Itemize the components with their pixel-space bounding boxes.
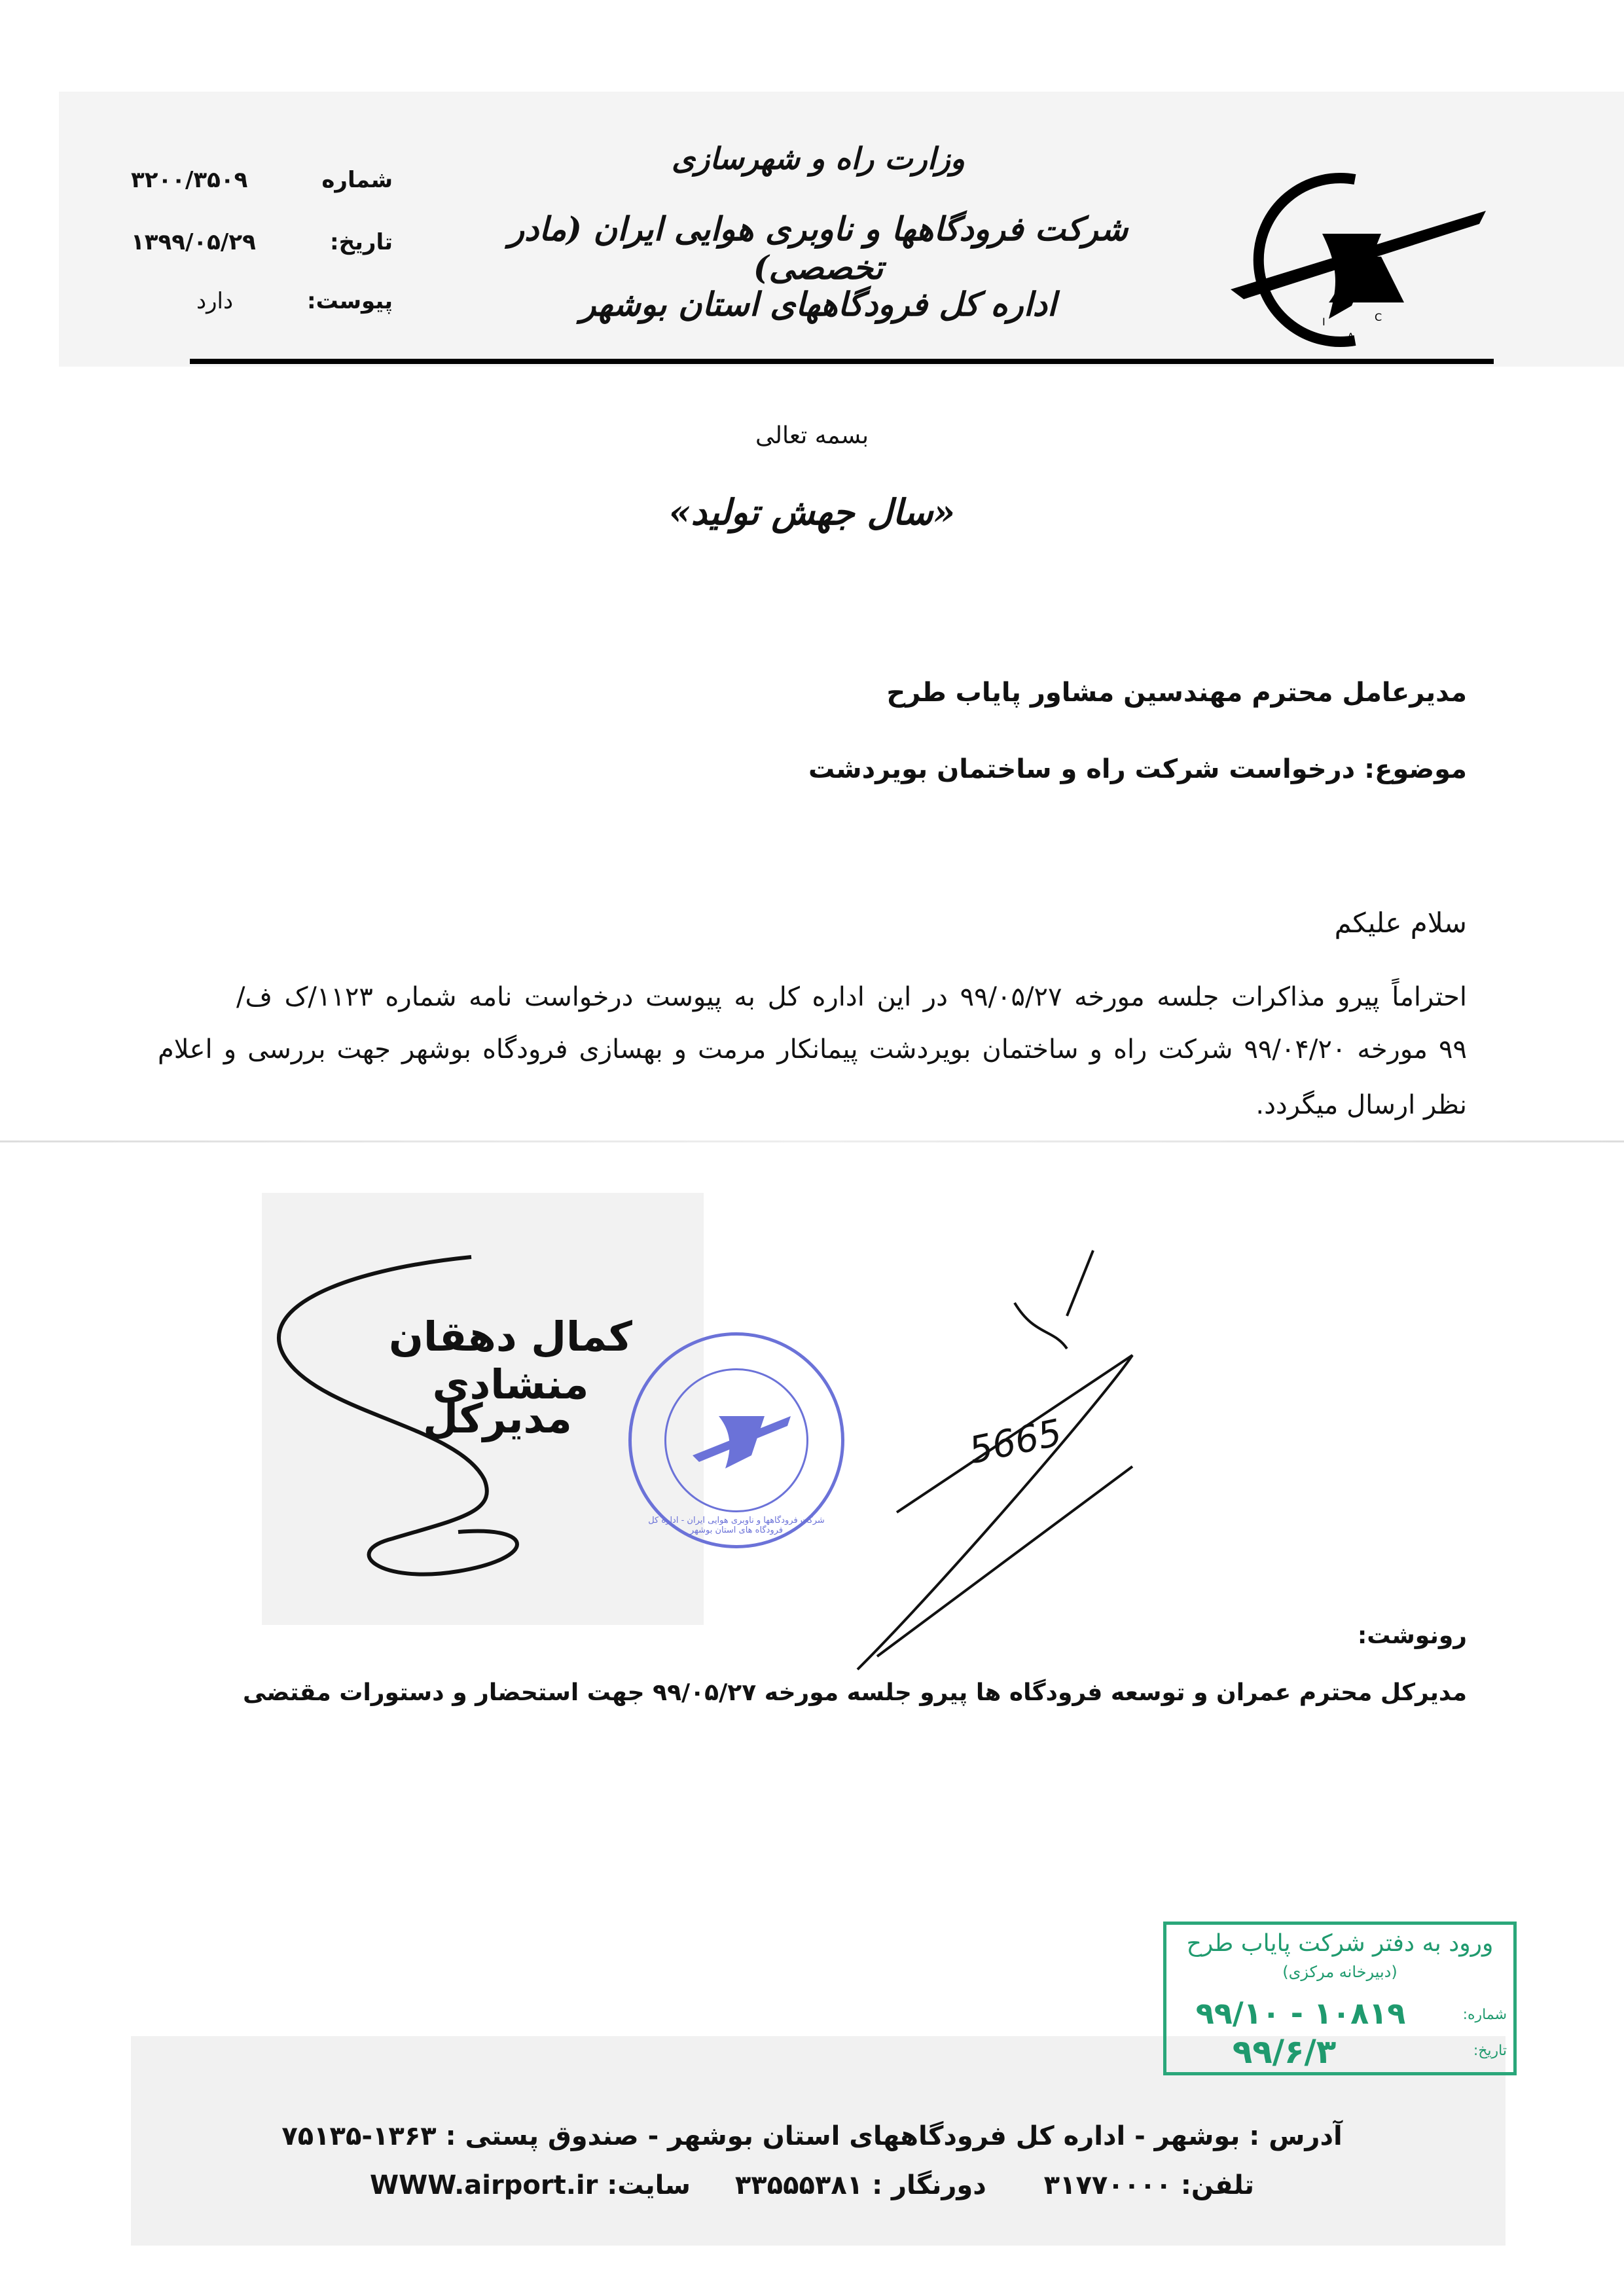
footer-phone: تلفن: ۳۱۷۷۰۰۰۰ <box>1043 2170 1254 2200</box>
footer-website[interactable]: سایت: WWW.airport.ir <box>370 2170 691 2200</box>
office-title: اداره کل فرودگاههای استان بوشهر <box>580 285 1056 323</box>
official-seal <box>628 1332 844 1548</box>
receipt-stamp-title: ورود به دفتر شرکت پایاب طرح <box>1186 1930 1494 1957</box>
footer-address: آدرس : بوشهر - اداره کل فرودگاههای استان بوشهر - صندوق پستی : ۱۳۶۳-۷۵۱۳۵ <box>281 2121 1343 2151</box>
date-label: تاریخ: <box>330 229 393 255</box>
body-line: احتراماً پیرو مذاکرات جلسه مورخه ۹۹/۰۵/۲۷ در این اداره کل به پیوست درخواست نامه شماره ۱۱۲۳/ک ف/ <box>236 982 1468 1012</box>
body-line: ۹۹ مورخه ۹۹/۰۴/۲۰ شرکت راه و ساختمان بویردشت پیمانکار مرمت و بهسازی فرودگاه بوشهر جهت بررسی و اعلام <box>158 1034 1467 1065</box>
paper-fold-line <box>0 1140 1624 1142</box>
logo-letter: A <box>1347 331 1354 343</box>
handwritten-note: 5665 <box>965 1411 1066 1473</box>
ministry-title: وزارت راه و شهرسازی <box>672 141 965 176</box>
receipt-date-value: ۹۹/۶/۳ <box>1232 2033 1337 2071</box>
slogan: «سال جهش تولید» <box>668 491 956 533</box>
company-title: شرکت فرودگاهها و ناوبری هوایی ایران (مادر تخصصی) <box>508 210 1128 287</box>
subject: موضوع: درخواست شرکت راه و ساختمان بویردشت <box>808 754 1467 784</box>
logo-letter: I <box>1322 316 1326 328</box>
header-divider <box>190 359 1494 364</box>
attachment-label: پیوست: <box>307 288 393 314</box>
receipt-stamp <box>1163 1922 1517 2075</box>
airport-company-logo <box>1218 172 1492 348</box>
body-line: نظر ارسال میگردد. <box>1255 1090 1467 1120</box>
seal-text: شرکت فرودگاهها و ناوبری هوایی ایران - اداره کل فرودگاه های استان بوشهر <box>648 1516 825 1535</box>
cc-label: رونوشت: <box>1357 1622 1467 1649</box>
receipt-number-label: شماره: <box>1462 2007 1507 2023</box>
signatory-name: کمال دهقان منشادی <box>389 1313 632 1408</box>
number-value: ۳۲۰۰/۳۵۰۹ <box>131 167 248 193</box>
logo-letter: C <box>1375 311 1382 323</box>
seal-logo-ring <box>664 1368 808 1512</box>
attachment-value: دارد <box>196 288 234 314</box>
number-label: شماره <box>321 167 393 193</box>
receipt-stamp-subtitle: (دبیرخانه مرکزی) <box>1282 1963 1398 1981</box>
receipt-number-value: ۱۰۸۱۹ - ۹۹/۱۰ <box>1195 1995 1406 2031</box>
date-value: ۱۳۹۹/۰۵/۲۹ <box>131 229 256 255</box>
footer-contacts <box>0 2170 1624 2200</box>
receipt-date-label: تاریخ: <box>1473 2043 1507 2059</box>
footer-fax: دورنگار : ۳۳۵۵۵۳۸۱ <box>734 2170 986 2200</box>
signatory-title: مدیرکل <box>423 1394 572 1442</box>
addressee: مدیرعامل محترم مهندسین مشاور پایاب طرح <box>886 678 1467 708</box>
manager-signature-drawing <box>818 1237 1159 1683</box>
greeting: سلام علیکم <box>1334 907 1467 939</box>
invocation: بسمه تعالی <box>755 422 869 449</box>
cc-text: مدیرکل محترم عمران و توسعه فرودگاه ها پیرو جلسه مورخه ۹۹/۰۵/۲۷ جهت استحضار و دستورات مقتضی <box>242 1679 1467 1706</box>
